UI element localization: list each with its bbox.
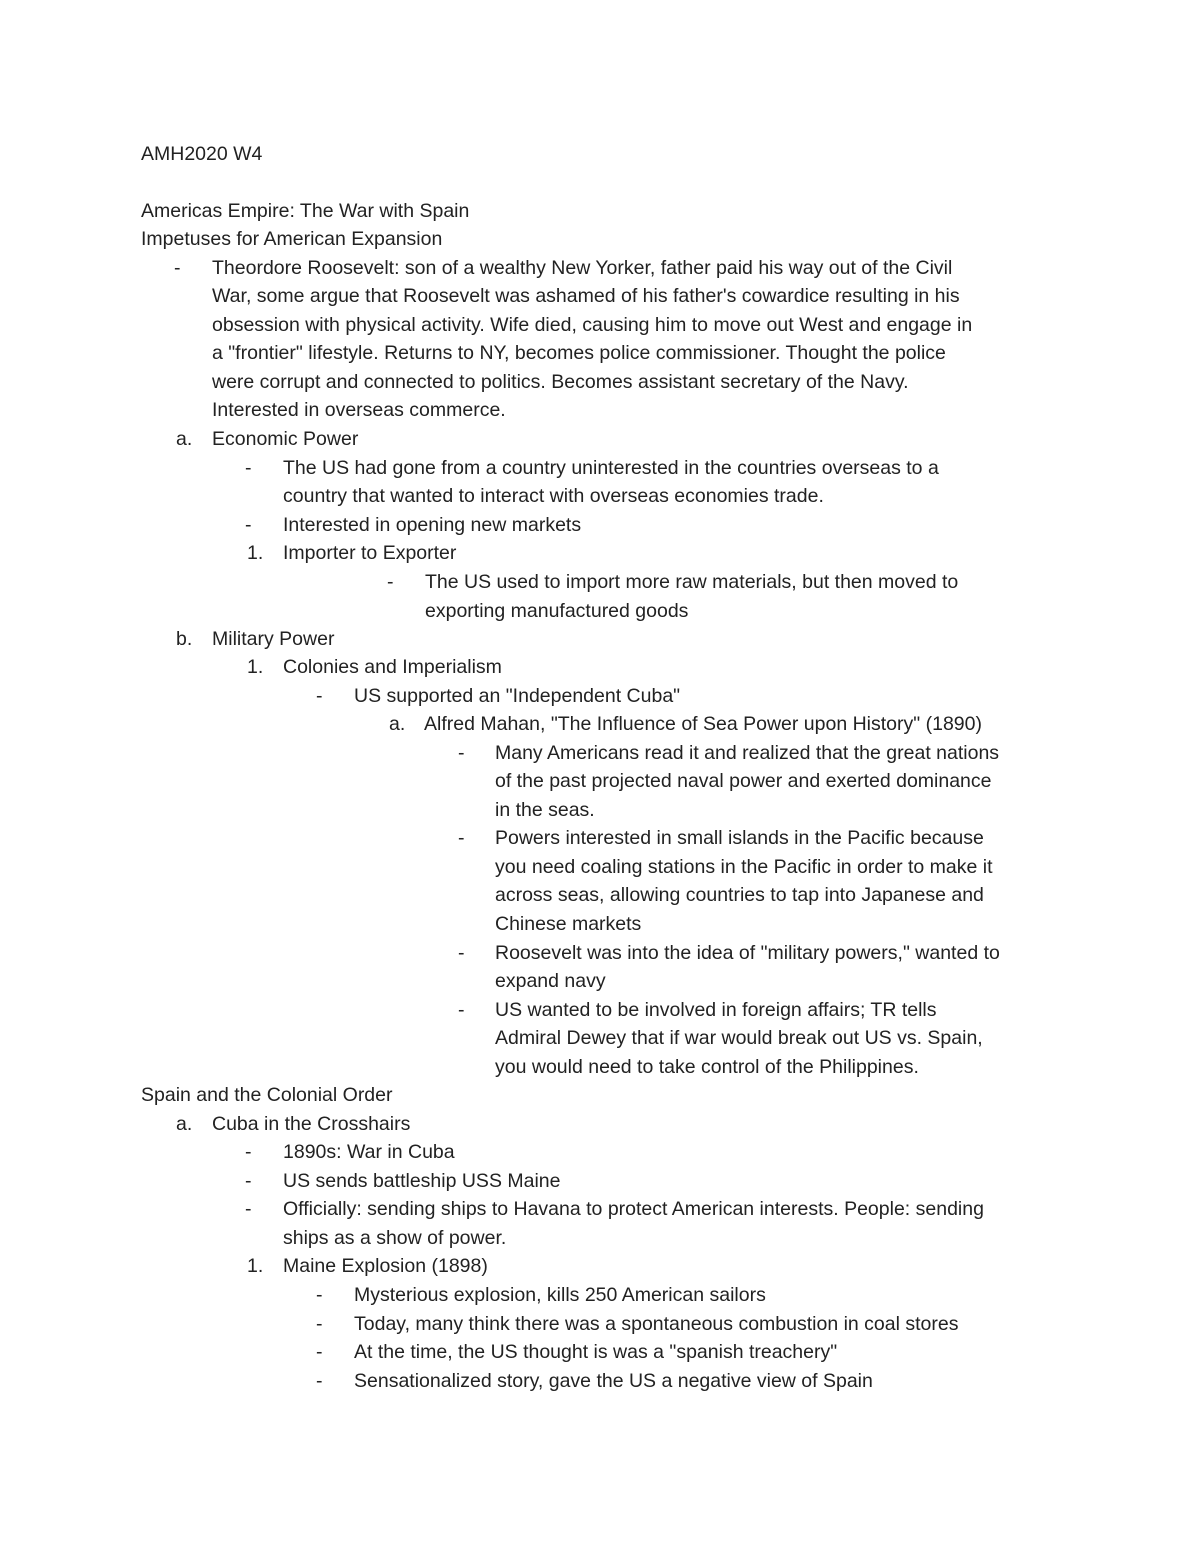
text-line: The US used to import more raw materials, but then moved to — [425, 571, 959, 593]
list-marker: a. — [176, 1113, 193, 1135]
list-item-title: Maine Explosion (1898) — [283, 1255, 488, 1277]
text-line: Interested in overseas commerce. — [212, 399, 506, 421]
bullet-marker: - — [316, 685, 323, 707]
text-line: Officially: sending ships to Havana to protect American interests. People: sending — [283, 1198, 984, 1220]
bullet-marker: - — [316, 1341, 323, 1363]
list-item-title: Economic Power — [212, 428, 359, 450]
list-marker: b. — [176, 628, 193, 650]
text-line: Sensationalized story, gave the US a negative view of Spain — [354, 1370, 873, 1392]
bullet-marker: - — [245, 1198, 252, 1220]
text-line: country that wanted to interact with overseas economies trade. — [283, 485, 824, 507]
list-item-title: Military Power — [212, 628, 335, 650]
bullet-marker: - — [316, 1284, 323, 1306]
bullet-marker: - — [387, 571, 394, 593]
bullet-marker: - — [458, 827, 465, 849]
bullet-marker: - — [245, 457, 252, 479]
section-heading-impetuses: Impetuses for American Expansion — [141, 228, 443, 250]
text-line: in the seas. — [495, 799, 595, 821]
text-line: War, some argue that Roosevelt was ashamed of his father's cowardice resulting in his — [212, 285, 960, 307]
text-line: were corrupt and connected to politics. Becomes assistant secretary of the Navy. — [212, 371, 909, 393]
text-line: exporting manufactured goods — [425, 600, 689, 622]
text-line: you would need to take control of the Philippines. — [495, 1056, 919, 1078]
text-line: US sends battleship USS Maine — [283, 1170, 561, 1192]
text-line: Roosevelt was into the idea of "military powers," wanted to — [495, 942, 1000, 964]
document-header: AMH2020 W4 — [141, 143, 263, 165]
text-line: Interested in opening new markets — [283, 514, 582, 536]
list-item-title: Colonies and Imperialism — [283, 656, 502, 678]
text-line: Today, many think there was a spontaneous combustion in coal stores — [354, 1313, 959, 1335]
text-line: you need coaling stations in the Pacific in order to make it — [495, 856, 993, 878]
text-line: ships as a show of power. — [283, 1227, 507, 1249]
bullet-marker: - — [316, 1313, 323, 1335]
text-line: of the past projected naval power and exerted dominance — [495, 770, 992, 792]
text-line: At the time, the US thought is was a "spanish treachery" — [354, 1341, 838, 1363]
list-item-title: Cuba in the Crosshairs — [212, 1113, 411, 1135]
text-line: across seas, allowing countries to tap into Japanese and — [495, 884, 984, 906]
text-line: Theordore Roosevelt: son of a wealthy New Yorker, father paid his way out of the Civil — [212, 257, 953, 279]
list-marker: 1. — [247, 542, 264, 564]
text-line: Chinese markets — [495, 913, 642, 935]
list-marker: 1. — [247, 656, 264, 678]
list-item-title: Importer to Exporter — [283, 542, 457, 564]
bullet-marker: - — [245, 514, 252, 536]
bullet-marker: - — [245, 1170, 252, 1192]
bullet-marker: - — [458, 942, 465, 964]
text-line: 1890s: War in Cuba — [283, 1141, 455, 1163]
text-line: Many Americans read it and realized that the great nations — [495, 742, 1000, 764]
text-line: a "frontier" lifestyle. Returns to NY, becomes police commissioner. Thought the police — [212, 342, 946, 364]
bullet-marker: - — [316, 1370, 323, 1392]
section-heading-empire: Americas Empire: The War with Spain — [141, 200, 470, 222]
bullet-marker: - — [174, 257, 181, 279]
list-marker: a. — [176, 428, 193, 450]
text-line: Admiral Dewey that if war would break out US vs. Spain, — [495, 1027, 983, 1049]
text-line: obsession with physical activity. Wife died, causing him to move out West and engage in — [212, 314, 973, 336]
text-line: US supported an "Independent Cuba" — [354, 685, 681, 707]
text-line: Mysterious explosion, kills 250 American sailors — [354, 1284, 766, 1306]
bullet-marker: - — [245, 1141, 252, 1163]
list-marker: a. — [389, 713, 406, 735]
text-line: Powers interested in small islands in the Pacific because — [495, 827, 984, 849]
list-marker: 1. — [247, 1255, 264, 1277]
text-line: expand navy — [495, 970, 606, 992]
bullet-marker: - — [458, 999, 465, 1021]
text-line: US wanted to be involved in foreign affairs; TR tells — [495, 999, 937, 1021]
bullet-marker: - — [458, 742, 465, 764]
list-item-title: Alfred Mahan, "The Influence of Sea Power upon History" (1890) — [424, 713, 982, 735]
section-heading-spain: Spain and the Colonial Order — [141, 1084, 393, 1106]
text-line: The US had gone from a country uninterested in the countries overseas to a — [283, 457, 939, 479]
